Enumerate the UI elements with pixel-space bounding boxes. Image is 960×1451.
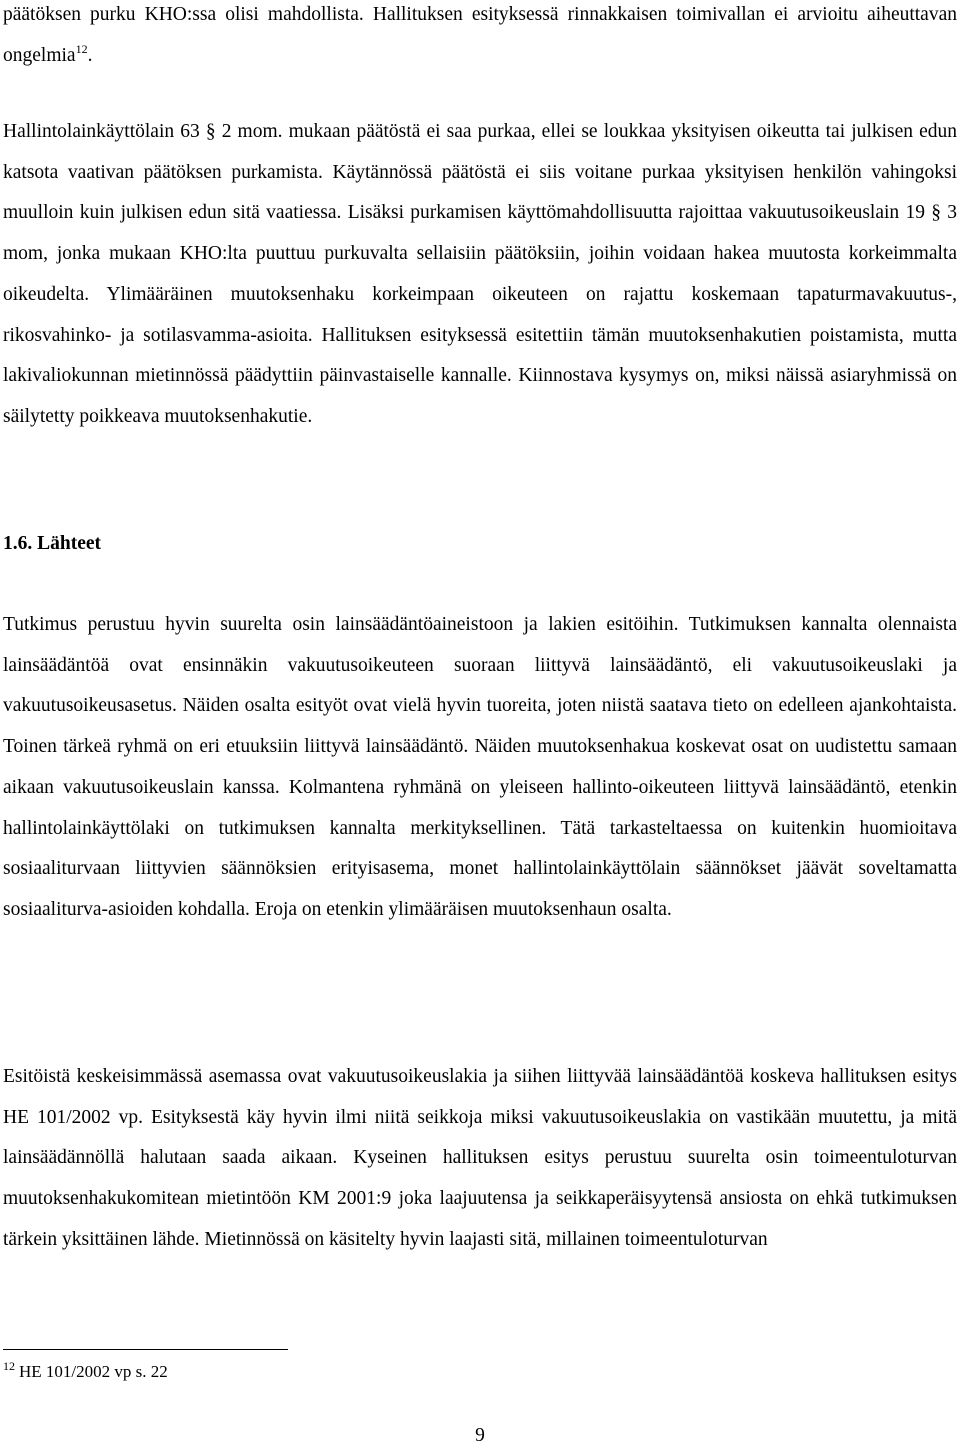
paragraph-1-end: . bbox=[87, 44, 93, 66]
paragraph-1-text: päätöksen purku KHO:ssa olisi mahdollista. Hallituksen esityksessä rinnakkaisen toimivallan ei arvioitu aiheuttavan ongelmia bbox=[3, 4, 957, 66]
footnote-text: HE 101/2002 vp s. 22 bbox=[19, 1362, 168, 1381]
footnote-mark: 12 bbox=[3, 1359, 15, 1373]
section-heading: 1.6. Lähteet bbox=[3, 533, 102, 554]
paragraph-4: Esitöistä keskeisimmässä asemassa ovat vakuutusoikeuslakia ja siihen liittyvää lainsäädäntöä koskeva hallituksen esitys HE 101/2002 vp. Esityksestä käy hyvin ilmi niitä seikkoja miksi vakuutusoikeuslakia on vastikään muutettu, ja mitä lainsäädännöllä halutaan saada aikaan. Kyseinen hallituksen esitys perustuu suurelta osin toimeentuloturvan muutoksenhakukomitean mietintöön KM 2001:9 joka laajuutensa ja seikkaperäisyytensä ansiosta on ehkä tutkimuksen tärkein yksittäinen lähde. Mietinnössä on käsitelty hyvin laajasti sitä, millainen toimeentuloturvan bbox=[3, 1066, 957, 1250]
page-number: 9 bbox=[475, 1425, 485, 1446]
paragraph-2: Hallintolainkäyttölain 63 § 2 mom. mukaan päätöstä ei saa purkaa, ellei se loukkaa yksityisen oikeutta tai julkisen edun katsota vaativan päätöksen purkamista. Käytännössä päätöstä ei siis voitane purkaa yksityisen henkilön vahingoksi muulloin kuin julkisen edun sitä vaatiessa. Lisäksi purkamisen käyttömahdollisuutta rajoittaa vakuutusoikeuslain 19 § 3 mom, jonka mukaan KHO:lta puuttuu purkuvalta sellaisiin päätöksiin, joihin voidaan hakea muutosta korkeimmalta oikeudelta. Ylimääräinen muutoksenhaku korkeimpaan oikeuteen on rajattu koskemaan tapaturmavakuutus-, rikosvahinko- ja sotilasvamma-asioita. Hallituksen esityksessä esitettiin tämän muutoksenhakutien poistamista, mutta lakivaliokunnan mietinnössä päädyttiin päinvastaiselle kannalle. Kiinnostava kysymys on, miksi näissä asiaryhmissä on säilytetty poikkeava muutoksenhakutie. bbox=[3, 121, 957, 427]
paragraph-1 bbox=[3, 0, 957, 76]
footnote bbox=[3, 1360, 168, 1384]
paragraph-3: Tutkimus perustuu hyvin suurelta osin lainsäädäntöaineistoon ja lakien esitöihin. Tutkimuksen kannalta olennaista lainsäädäntöä ovat ensinnäkin vakuutusoikeuteen suoraan liittyvä lainsäädäntö, eli vakuutusoikeuslaki ja vakuutusoikeusasetus. Näiden osalta esityöt ovat vielä hyvin tuoreita, joten niistä saatava tieto on edelleen ajankohtaista. Toinen tärkeä ryhmä on eri etuuksiin liittyvä lainsäädäntö. Näiden muutoksenhakua koskevat osat on uudistettu samaan aikaan vakuutusoikeuslain kanssa. Kolmantena ryhmänä on yleiseen hallinto-oikeuteen liittyvä lainsäädäntö, etenkin hallintolainkäyttölaki on tutkimuksen kannalta merkityksellinen. Tätä tarkasteltaessa on kuitenkin huomioitava sosiaaliturvaan liittyvien säännöksien erityisasema, monet hallintolainkäyttölain säännökset jäävät soveltamatta sosiaaliturva-asioiden kohdalla. Eroja on etenkin ylimääräisen muutoksenhaun osalta. bbox=[3, 614, 957, 920]
footnote-reference[interactable]: 12 bbox=[75, 41, 88, 56]
footnote-divider bbox=[3, 1349, 288, 1350]
